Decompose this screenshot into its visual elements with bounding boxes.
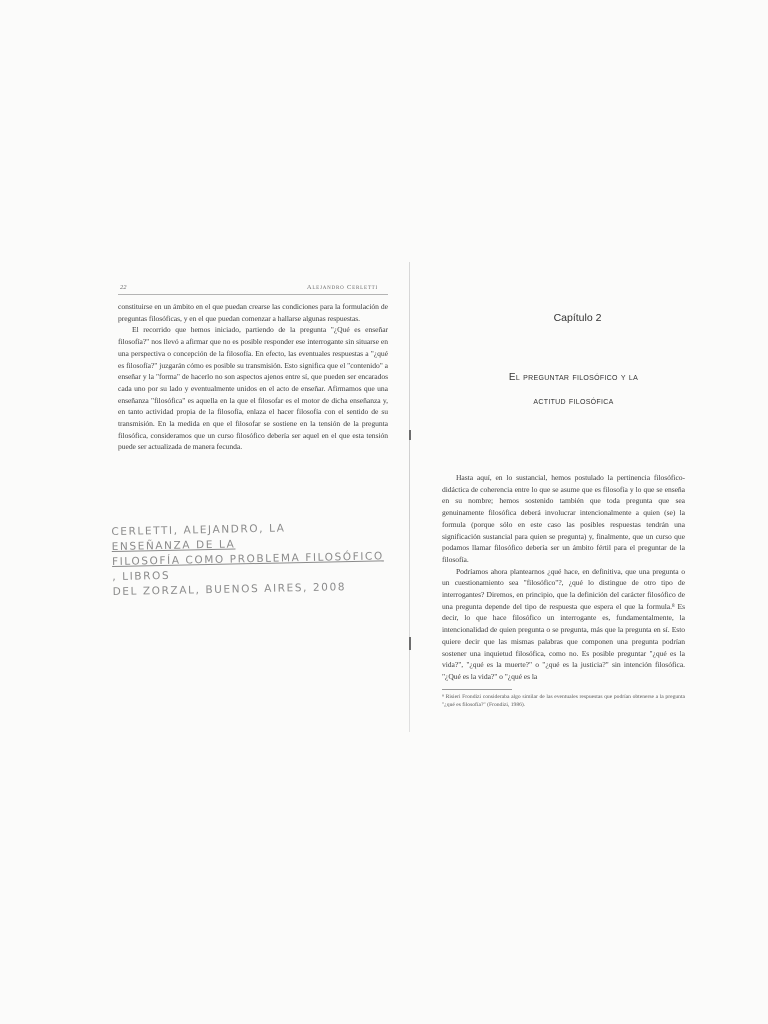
chapter-number: Capítulo 2 (553, 312, 602, 324)
right-paragraph-1: Hasta aquí, en lo sustancial, hemos postulado la pertinencia filosófico-didáctica de coherencia entre lo que se asume que es filosofía y lo que se enseña en su nombre; hemos sostenido también que toda pregunta que sea genuinamente filosófica deberá involucrar intencionalmente a quien (se) la formula (porque sólo en este caso las posibles respuestas tendrán una significación sustancial para quien se pregunta) y, finalmente, que un curso que podamos llamar filosófico debería ser un ámbito fértil para el preguntar de la filosofía. (442, 473, 685, 564)
running-head (118, 280, 388, 295)
handwritten-citation (111, 519, 403, 600)
left-page (118, 280, 388, 453)
footnote-rule (442, 689, 512, 690)
right-paragraph-2: Podríamos ahora plantearnos ¿qué hace, en definitiva, que una pregunta o un cuestionamiento sea "filosófico"?, ¿qué lo distingue de otro tipo de interrogantes? Diremos, en principio, que la definición del carácter filosófico de una pregunta depende del tipo de respuesta que espera el que la formula.⁸ Es decir, lo que hace filosófico un interrogante es, fundamentalmente, la intencionalidad de quien pregunta o se pregunta, más que la pregunta en sí. Esto quiere decir que las mismas palabras que componen una pregunta podrían sostener una inquietud filosófica, como no. Es posible preguntar "¿qué es la vida?", "¿qué es la muerte?" o "¿qué es la justicia?" sin intención filosófica. "¿Qué es la vida?" o "¿qué es la (442, 566, 685, 681)
footnote: ⁸ Risieri Frondizi consideraba algo similar de las eventuales respuestas que podrían obtenerse a la pregunta "¿qué es filosofía?" (Frondizi, 1986). (442, 693, 685, 709)
fold-mark-upper (409, 430, 411, 440)
handwritten-line-2: FILOSOFÍA COMO PROBLEMA FILOSÓFICO , LIBROS (111, 550, 384, 584)
left-paragraph-1: constituirse en un ámbito en el que puedan crearse las condiciones para la formulación de preguntas filosóficas, y en el que puedan comenzar a hallarse algunas respuestas. (118, 302, 388, 323)
chapter-body (442, 472, 685, 710)
page-number: 22 (120, 284, 127, 291)
handwritten-line-3: DEL ZORZAL, BUENOS AIRES, 2008 (112, 581, 347, 599)
chapter-title-line-1: El preguntar filosófico y la (508, 372, 639, 383)
handwritten-line-1: CERLETTI, ALEJANDRO, LA ENSEÑANZA DE LA (111, 522, 286, 554)
chapter-title-line-2: actitud filosófica (533, 396, 614, 407)
page-fold (409, 262, 410, 732)
left-paragraph-2: El recorrido que hemos iniciado, partiendo de la pregunta "¿Qué es enseñar filosofía?" nos llevó a afirmar que no es posible responder ese interrogante sin situarse en una perspectiva o concepción de la filosofía. En efecto, las eventuales respuestas a "¿qué es filosofía?" juzgarán cómo es posible su transmisión. Esto significa que el "contenido" a enseñar y la "forma" de hacerlo no son aspectos ajenos entre sí, que pueden ser encarados cada uno por su lado y eventualmente unidos en el acto de enseñar. Afirmamos que una enseñanza "filosófica" es aquella en la que el filosofar es el motor de dicha enseñanza y, en tanto actividad propia de la filosofía, enlaza el hacer filosofía con el sentido de su transmisión. En la medida en que el filosofar se sostiene en la tensión de la pregunta filosófica, consideramos que un curso filosófico debería ser aquel en el que esta tensión puede ser actualizada de manera fecunda. (118, 325, 388, 452)
chapter-title (462, 366, 685, 414)
running-head-author: Alejandro Cerletti (306, 284, 378, 291)
fold-mark-lower (409, 637, 411, 650)
right-page (442, 300, 685, 710)
